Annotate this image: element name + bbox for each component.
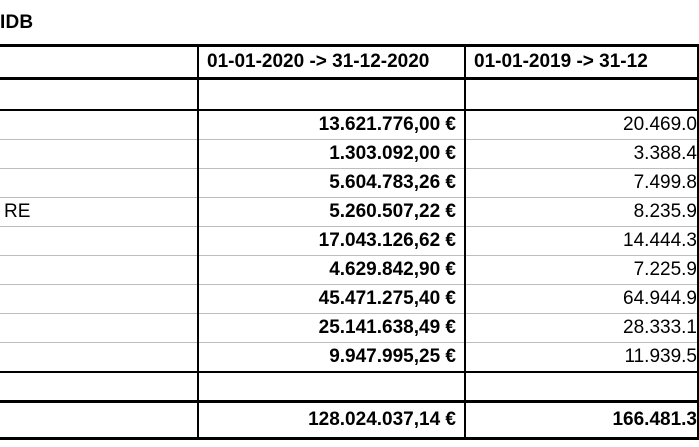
column-header-2019: 01-01-2019 -> 31-12	[465, 46, 698, 79]
spacer-cell	[0, 79, 198, 110]
spacer-cell	[0, 372, 198, 402]
value-2019: 28.333.1	[465, 313, 698, 342]
table-row	[0, 313, 698, 342]
value-2020: 5.260.507,22 €	[198, 197, 465, 226]
value-2020: 1.303.092,00 €	[198, 139, 465, 168]
value-2020: 13.621.776,00 €	[198, 110, 465, 140]
table-row	[0, 255, 698, 284]
table-row	[0, 168, 698, 197]
spacer-cell	[198, 79, 465, 110]
spacer-row	[0, 372, 698, 402]
spacer-row	[0, 79, 698, 110]
financial-table	[0, 44, 699, 440]
value-2019: 64.944.9	[465, 284, 698, 313]
row-label	[0, 342, 198, 372]
value-2019: 14.444.3	[465, 226, 698, 255]
spacer-cell	[465, 79, 698, 110]
total-label-cell	[0, 402, 198, 439]
value-2019: 20.469.0	[465, 110, 698, 140]
value-2019: 7.499.8	[465, 168, 698, 197]
spacer-cell	[465, 372, 698, 402]
value-2019: 11.939.5	[465, 342, 698, 372]
table-row	[0, 226, 698, 255]
table-row	[0, 342, 698, 372]
value-2019: 7.225.9	[465, 255, 698, 284]
value-2020: 5.604.783,26 €	[198, 168, 465, 197]
row-label	[0, 168, 198, 197]
spacer-cell	[198, 372, 465, 402]
row-label	[0, 255, 198, 284]
header-row	[0, 46, 698, 79]
table-row	[0, 139, 698, 168]
total-row	[0, 402, 698, 439]
table-row	[0, 110, 698, 140]
header-label-cell	[0, 46, 198, 79]
row-label	[0, 284, 198, 313]
row-label	[0, 313, 198, 342]
total-2020: 128.024.037,14 €	[198, 402, 465, 439]
row-label: RE	[0, 197, 198, 226]
column-header-2020: 01-01-2020 -> 31-12-2020	[198, 46, 465, 79]
value-2020: 45.471.275,40 €	[198, 284, 465, 313]
value-2020: 4.629.842,90 €	[198, 255, 465, 284]
row-label	[0, 139, 198, 168]
row-label	[0, 110, 198, 140]
table-row	[0, 284, 698, 313]
document-title: IDB	[0, 12, 34, 33]
value-2020: 25.141.638,49 €	[198, 313, 465, 342]
value-2019: 8.235.9	[465, 197, 698, 226]
value-2020: 17.043.126,62 €	[198, 226, 465, 255]
table-row	[0, 197, 698, 226]
total-2019: 166.481.3	[465, 402, 698, 439]
row-label	[0, 226, 198, 255]
value-2020: 9.947.995,25 €	[198, 342, 465, 372]
value-2019: 3.388.4	[465, 139, 698, 168]
